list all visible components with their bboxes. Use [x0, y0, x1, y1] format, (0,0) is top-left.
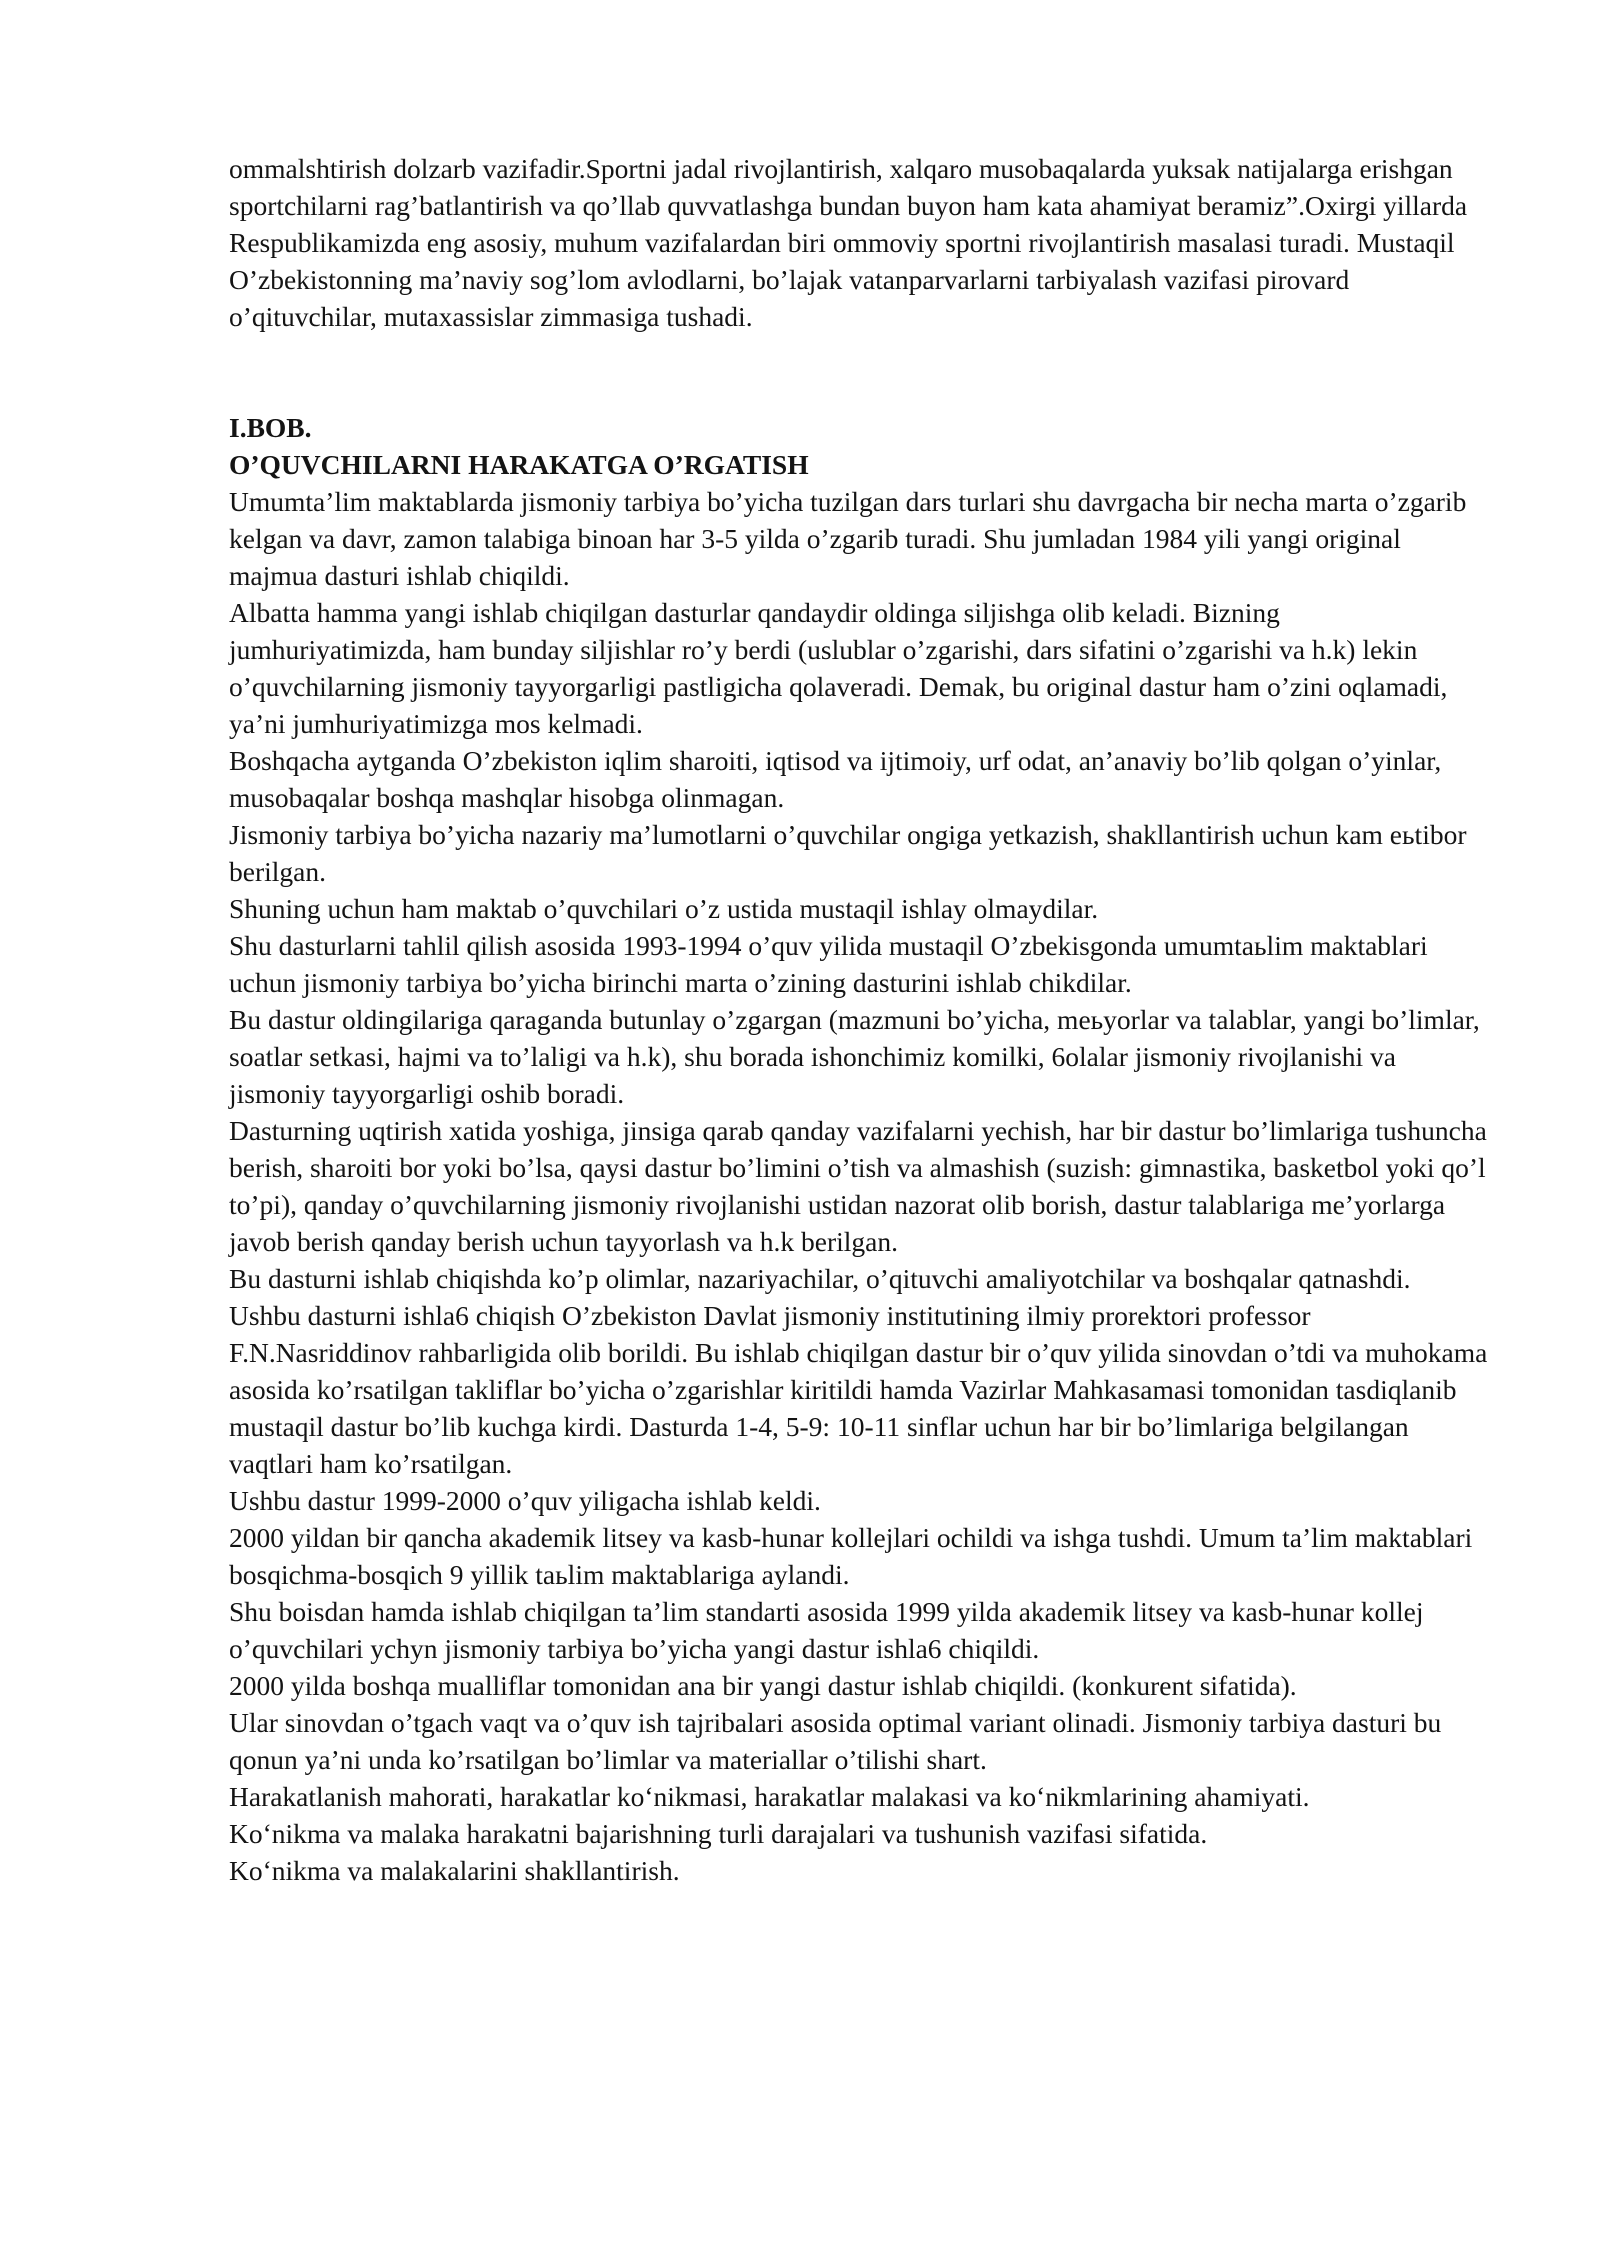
body-paragraph: 2000 yilda boshqa mualliflar tomonidan ana bir yangi dastur ishlab chiqildi. (konkurent sifatida). [229, 1670, 1297, 1701]
body-paragraph: Ko‘nikma va malaka harakatni bajarishning turli darajalari va tushunish vazifasi sifatida. [229, 1818, 1208, 1849]
chapter-title: O’QUVCHILARNI HARAKATGA O’RGATISH [229, 449, 809, 480]
body-paragraph: Ushbu dasturni ishla6 chiqish O’zbekiston Davlat jismoniy institutining ilmiy prorektori professor F.N.Nasriddinov rahbarligida olib borildi. Bu ishlab chiqilgan dastur bir o’quv yilida sinovdan o’tdi va muhokama asosida ko’rsatilgan takliflar bo’yicha o’zgarishlar kiritildi hamda Vazirlar Mahkasamasi tomonidan tasdiqlanib mustaqil dastur bo’lib kuchga kirdi. Dasturda 1-4, 5-9: 10-11 sinflar uchun har bir bo’limlariga belgilangan vaqtlari ham ko’rsatilgan. [229, 1300, 1488, 1479]
chapter-number: I.BOB. [229, 412, 312, 443]
body-paragraph: Ko‘nikma va malakalarini shakllantirish. [229, 1855, 680, 1886]
body-paragraph: Ushbu dastur 1999-2000 o’quv yiligacha ishlab keldi. [229, 1485, 821, 1516]
body-paragraph: Dasturning uqtirish xatida yoshiga, jinsiga qarab qanday vazifalarni yechish, har bir dastur bo’limlariga tushuncha berish, sharoiti bor yoki bo’lsa, qaysi dastur bo’limini o’tish va almashish (suzish: gimnastika, basketbol yoki qo’l to’pi), qanday o’quvchilarning jismoniy rivojlanishi ustidan nazorat olib borish, dastur talablariga me’yorlarga javob berish qanday berish uchun tayyorlash va h.k berilgan. [229, 1115, 1487, 1257]
body-paragraph: Albatta hamma yangi ishlab chiqilgan dasturlar qandaydir oldinga siljishga olib keladi. Bizning jumhuriyatimizda, ham bunday siljishlar ro’y berdi (uslublar o’zgarishi, dars sifatini o’zgarishi va h.k) lekin o’quvchilarning jismoniy tayyorgarligi pastligicha qolaveradi. Demak, bu original dastur ham o’zini oqlamadi, ya’ni jumhuriyatimizga mos kelmadi. [229, 597, 1448, 739]
intro-paragraph: ommalshtirish dolzarb vazifadir.Sportni jadal rivojlantirish, xalqaro musobaqalarda yuksak natijalarga erishgan sportchilarni rag’batlantirish va qo’llab quvvatlashga bundan buyon ham kata ahamiyat beramiz”.Oxirgi yillarda Respublikamizda eng asosiy, muhum vazifalardan biri ommoviy sportni rivojlantirish masalasi turadi. Mustaqil O’zbekistonning ma’naviy sog’lom avlodlarni, bo’lajak vatanparvarlarni tarbiyalash vazifasi pirovard o’qituvchilar, mutaxassislar zimmasiga tushadi. [229, 153, 1468, 332]
body-paragraph: Umumta’lim maktablarda jismoniy tarbiya bo’yicha tuzilgan dars turlari shu davrgacha bir necha marta o’zgarib kelgan va davr, zamon talabiga binoan har 3-5 yilda o’zgarib turadi. Shu jumladan 1984 yili yangi original majmua dasturi ishlab chiqildi. [229, 486, 1467, 591]
section-spacer [229, 335, 1489, 409]
body-paragraph: Bu dastur oldingilariga qaraganda butunlay o’zgargan (mazmuni bo’yicha, meьyorlar va talablar, yangi bo’limlar, soatlar setkasi, hajmi va to’laligi va h.k), shu borada ishonchimiz komilki, 6olalar jismoniy rivojlanishi va jismoniy tayyorgarligi oshib boradi. [229, 1004, 1480, 1109]
body-paragraph: Boshqacha aytganda O’zbekiston iqlim sharoiti, iqtisod va ijtimoiy, urf odat, an’anaviy bo’lib qolgan o’yinlar, musobaqalar boshqa mashqlar hisobga olinmagan. [229, 745, 1442, 813]
body-paragraph: Shuning uchun ham maktab o’quvchilari o’z ustida mustaqil ishlay olmaydilar. [229, 893, 1099, 924]
body-paragraph: Shu dasturlarni tahlil qilish asosida 1993-1994 o’quv yilida mustaqil O’zbekisgonda umumtaьlim maktablari uchun jismoniy tarbiya bo’yicha birinchi marta o’zining dasturini ishlab chikdilar. [229, 930, 1428, 998]
body-paragraph: Ular sinovdan o’tgach vaqt va o’quv ish tajribalari asosida optimal variant olinadi. Jismoniy tarbiya dasturi bu qonun ya’ni unda ko’rsatilgan bo’limlar va materiallar o’tilishi shart. [229, 1707, 1442, 1775]
body-paragraph: Harakatlanish mahorati, harakatlar ko‘nikmasi, harakatlar malakasi va ko‘nikmlarining ahamiyati. [229, 1781, 1310, 1812]
body-paragraph: Shu boisdan hamda ishlab chiqilgan ta’lim standarti asosida 1999 yilda akademik litsey va kasb-hunar kollej o’quvchilari ychyn jismoniy tarbiya bo’yicha yangi dastur ishla6 chiqildi. [229, 1596, 1424, 1664]
body-paragraph: Jismoniy tarbiya bo’yicha nazariy ma’lumotlarni o’quvchilar ongiga yetkazish, shakllantirish uchun kam eьtibor berilgan. [229, 819, 1467, 887]
document-body [229, 150, 1489, 1889]
body-paragraph: 2000 yildan bir qancha akademik litsey va kasb-hunar kollejlari ochildi va ishga tushdi. Umum ta’lim maktablari bosqichma-bosqich 9 yillik taьlim maktablariga aylandi. [229, 1522, 1473, 1590]
body-paragraph: Bu dasturni ishlab chiqishda ko’p olimlar, nazariyachilar, o’qituvchi amaliyotchilar va boshqalar qatnashdi. [229, 1263, 1411, 1294]
